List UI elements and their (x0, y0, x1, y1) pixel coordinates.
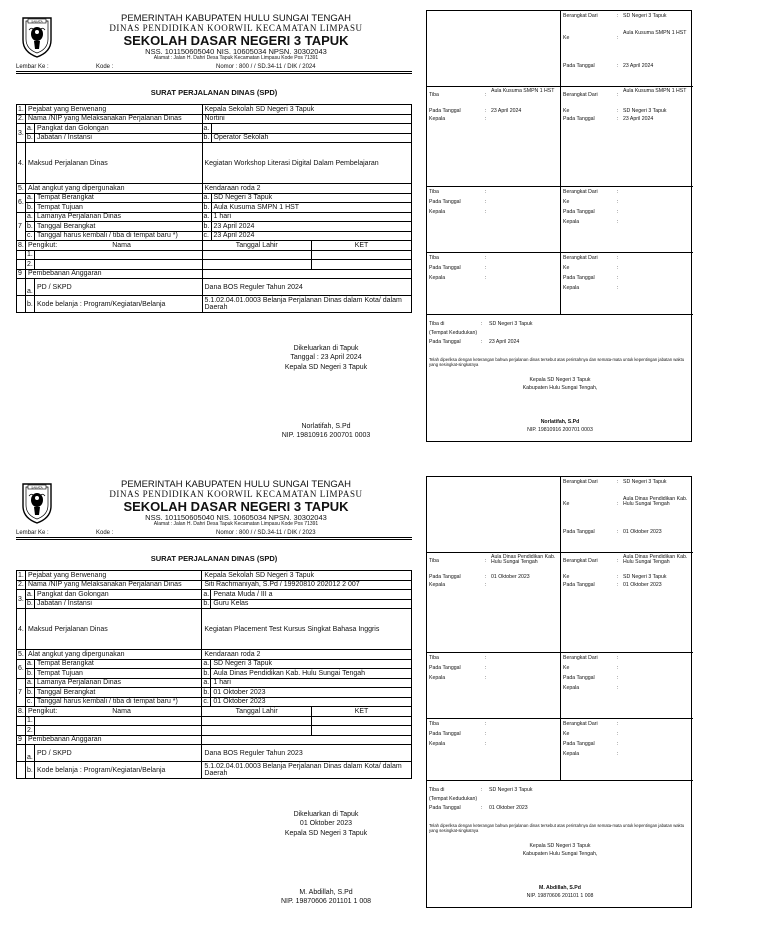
kode-label: Kode : (96, 530, 114, 536)
alat-value: Kendaraan roda 2 (202, 650, 412, 660)
right-signatory-name: M. Abdillah, S.Pd (539, 885, 581, 891)
travel-block-3: Tiba : Pada Tanggal : Kepala : Berangkat Dari : Ke : Pada Tanggal : Kepala : (427, 187, 693, 253)
table-row: 2. (17, 726, 412, 736)
travel-block-4: Tiba : Pada Tanggal : Kepala : Berangkat Dari : Ke : Pada Tanggal : Kepala : (427, 719, 693, 781)
table-row: 6. a. Tempat Berangkat a. SD Negeri 3 Tapuk (17, 659, 412, 669)
letterhead-rule (16, 537, 412, 540)
table-row: 9 Pembebanan Anggaran (17, 269, 412, 279)
letterhead-rule (16, 71, 412, 74)
spd-table (16, 104, 412, 313)
spd-title: SURAT PERJALANAN DINAS (SPD) (150, 88, 278, 97)
signatory-nip: NIP. 19870606 201101 1 008 (280, 898, 372, 906)
table-row: 5. Alat angkut yang dipergunakan Kendaraan roda 2 (17, 650, 412, 660)
travel-block-4: Tiba : Pada Tanggal : Kepala : Berangkat Dari : Ke : Pada Tanggal : Kepala : (427, 253, 693, 315)
travel-block-1: Berangkat Dari : SD Negeri 3 Tapuk Ke : Aula Kusuma SMPN 1 HST Pada Tanggal : 23 April 2024 (427, 11, 693, 87)
spd-sheet-2 (0, 466, 768, 932)
table-row: 8. Pengikut: Nama Tanggal Lahir KET (17, 241, 412, 251)
tgl-berangkat-value: 01 Oktober 2023 (211, 688, 412, 698)
table-row: 2. Nama /NIP yang Melaksanakan Perjalanan Dinas Nortini (17, 114, 412, 124)
table-row: a. PD / SKPD Dana BOS Reguler Tahun 2023 (17, 745, 412, 762)
letterhead-department: DINAS PENDIDIKAN KOORWIL KECAMATAN LIMPASU (109, 23, 363, 34)
nama-value: Nortini (202, 114, 412, 124)
kode-label: Kode : (96, 64, 114, 70)
right-signatory-nip: NIP. 19870606 201101 1 008 (526, 892, 594, 899)
table-row: 1. (17, 250, 412, 260)
table-row: b. Jabatan / Instansi b. Operator Sekolah (17, 133, 412, 143)
table-row: 8. Pengikut: Nama Tanggal Lahir KET (17, 707, 412, 717)
signatory-name: M. Abdillah, S.Pd (299, 889, 353, 896)
table-row: b. Jabatan / Instansi b. Guru Kelas (17, 599, 412, 609)
letterhead (62, 480, 410, 527)
pangkat-value: Penata Muda / III a (211, 590, 412, 600)
table-row: 1. (17, 716, 412, 726)
spd-form-right (426, 10, 692, 442)
signatory-name: Norlatifah, S.Pd (301, 423, 351, 430)
issuance-date: 01 Oktober 2023 (299, 820, 353, 828)
jabatan-value: Guru Kelas (211, 599, 412, 609)
table-row: 4. Maksud Perjalanan Dinas Kegiatan Workshop Literasi Digital Dalam Pembelajaran (17, 143, 412, 184)
regency-emblem-icon (20, 480, 54, 524)
travel-block-2: Tiba : Aula Kusuma SMPN 1 HST Pada Tanggal : 23 April 2024 Kepala : Berangkat Dari : Aula Kusuma SMPN 1 HST Ke : SD Negeri 3 Tapuk Pada Tanggal : 23 April 2024 (427, 87, 693, 187)
jabatan-value: Operator Sekolah (211, 133, 412, 143)
travel-block-3: Tiba : Pada Tanggal : Kepala : Berangkat Dari : Ke : Pada Tanggal : Kepala : (427, 653, 693, 719)
letterhead-school: SEKOLAH DASAR NEGERI 3 TAPUK (123, 498, 349, 514)
table-row: b. Tanggal Berangkat b. 23 April 2024 (17, 222, 412, 232)
table-row: b. Kode belanja : Program/Kegiatan/Belanja 5.1.02.04.01.0003 Belanja Perjalanan Dinas dalam Kota/ dalam Daerah (17, 296, 412, 313)
signatory-block (246, 888, 406, 907)
letterhead-ids: NSS. 101150605040 NIS. 10605034 NPSN. 30302043 (145, 513, 327, 522)
regency-emblem-icon (20, 14, 54, 58)
lamanya-value: 1 hari (211, 678, 412, 688)
letterhead-department: DINAS PENDIDIKAN KOORWIL KECAMATAN LIMPASU (109, 489, 363, 500)
svg-text:SAKATA: SAKATA (31, 485, 43, 490)
arrival-block: Tiba di : SD Negeri 3 Tapuk (Tempat Kedudukan) Pada Tanggal : 23 April 2024 Telah diperiksa dengan keterangan bahwa perjalanan dinas tersebut atas perintahnya dan semata-mata untuk kepentingan jabatan waktu yang sesingkat-singkatnya Kepala SD Negeri 3 Tapuk Kabupaten Hulu Sungai Tengah, Norlatifah, S.Pd NIP. 19810916 200701 0003 (427, 315, 693, 443)
table-row: 3. a. Pangkat dan Golongan a. Penata Muda / III a (17, 590, 412, 600)
nomor-text: Nomor : 800 / / SD.34-11 / DIK / 2023 (216, 530, 316, 536)
table-row: 9 Pembebanan Anggaran (17, 735, 412, 745)
right-signatory-name: Norlatifah, S.Pd (540, 419, 580, 425)
issuance-block: Dikeluarkan di Tapuk 01 Oktober 2023 Kepala SD Negeri 3 Tapuk (246, 810, 406, 838)
spd-title: SURAT PERJALANAN DINAS (SPD) (150, 554, 278, 563)
tgl-berangkat-value: 23 April 2024 (211, 222, 412, 232)
spd-form-left (16, 10, 412, 460)
maksud-value: Kegiatan Placement Test Kursus Singkat Bahasa Inggris (202, 609, 412, 650)
spd-form-right (426, 476, 692, 908)
kode-belanja-value: 5.1.02.04.01.0003 Belanja Perjalanan Dinas dalam Kota/ dalam Daerah (202, 296, 412, 313)
pangkat-value (211, 124, 412, 134)
table-row: 2. Nama /NIP yang Melaksanakan Perjalanan Dinas Siti Rachmaniyah, S.Pd / 19920810 202012 2 007 (17, 580, 412, 590)
table-row: 1. Pejabat yang Berwenang Kepala Sekolah SD Negeri 3 Tapuk (17, 105, 412, 115)
nama-value: Siti Rachmaniyah, S.Pd / 19920810 202012 2 007 (202, 580, 412, 590)
table-row: c. Tanggal harus kembali / tiba di tempat baru *) c. 01 Oktober 2023 (17, 697, 412, 707)
svg-text:SAKATA: SAKATA (31, 19, 43, 24)
tempat-tujuan-value: Aula Kusuma SMPN 1 HST (211, 203, 412, 213)
tgl-kembali-value: 23 April 2024 (211, 231, 412, 241)
pejabat-value: Kepala Sekolah SD Negeri 3 Tapuk (202, 105, 412, 115)
letterhead-address: Alamat : Jalan H. Dahri Desa Tapuk Kecamatan Limpasu Kode Pos 71391 (153, 521, 319, 528)
issuance-date: Tanggal : 23 April 2024 (290, 354, 362, 362)
verification-note: Telah diperiksa dengan keterangan bahwa perjalanan dinas tersebut atas perintahnya dan semata-mata untuk kepentingan jabatan waktu yang sesingkat-singkatnya (429, 357, 685, 368)
maksud-value: Kegiatan Workshop Literasi Digital Dalam Pembelajaran (202, 143, 412, 184)
table-row: b. Tempat Tujuan b. Aula Dinas Pendidikan Kab. Hulu Sungai Tengah (17, 669, 412, 679)
lamanya-value: 1 hari (211, 212, 412, 222)
table-row: 3. a. Pangkat dan Golongan a. (17, 124, 412, 134)
kode-belanja-value: 5.1.02.04.01.0003 Belanja Perjalanan Dinas dalam Kota/ dalam Daerah (202, 762, 412, 779)
lembar-label: Lembar Ke : (16, 530, 49, 536)
table-row: 4. Maksud Perjalanan Dinas Kegiatan Placement Test Kursus Singkat Bahasa Inggris (17, 609, 412, 650)
right-signatory-nip: NIP. 19810916 200701 0003 (527, 426, 593, 433)
table-row: 2. (17, 260, 412, 270)
table-row: 6. a. Tempat Berangkat a. SD Negeri 3 Tapuk (17, 193, 412, 203)
spd-form-left (16, 476, 412, 926)
table-row: b. Kode belanja : Program/Kegiatan/Belanja 5.1.02.04.01.0003 Belanja Perjalanan Dinas dalam Kota/ dalam Daerah (17, 762, 412, 779)
letterhead-school: SEKOLAH DASAR NEGERI 3 TAPUK (123, 32, 349, 48)
table-row: c. Tanggal harus kembali / tiba di tempat baru *) c. 23 April 2024 (17, 231, 412, 241)
letterhead (62, 14, 410, 61)
issuance-block: Dikeluarkan di Tapuk Tanggal : 23 April 2024 Kepala SD Negeri 3 Tapuk (246, 344, 406, 372)
travel-block-1: Berangkat Dari : SD Negeri 3 Tapuk Ke : Aula Dinas Pendidikan Kab. Hulu Sungai Tengah Pada Tanggal : 01 Oktober 2023 (427, 477, 693, 553)
table-row: b. Tanggal Berangkat b. 01 Oktober 2023 (17, 688, 412, 698)
letterhead-address: Alamat : Jalan H. Dahri Desa Tapuk Kecamatan Limpasu Kode Pos 71391 (153, 55, 319, 62)
letterhead-ids: NSS. 101150605040 NIS. 10605034 NPSN. 30302043 (145, 47, 327, 56)
lembar-label: Lembar Ke : (16, 64, 49, 70)
alat-value: Kendaraan roda 2 (202, 184, 412, 194)
letterhead-government: PEMERINTAH KABUPATEN HULU SUNGAI TENGAH (121, 479, 351, 490)
table-row: a. PD / SKPD Dana BOS Reguler Tahun 2024 (17, 279, 412, 296)
tempat-berangkat-value: SD Negeri 3 Tapuk (211, 193, 412, 203)
pd-value: Dana BOS Reguler Tahun 2023 (202, 745, 412, 762)
verification-note: Telah diperiksa dengan keterangan bahwa perjalanan dinas tersebut atas perintahnya dan semata-mata untuk kepentingan jabatan waktu yang sesingkat-singkatnya (429, 823, 685, 834)
tgl-kembali-value: 01 Oktober 2023 (211, 697, 412, 707)
table-row: 5. Alat angkut yang dipergunakan Kendaraan roda 2 (17, 184, 412, 194)
signatory-nip: NIP. 19810916 200701 0003 (281, 432, 371, 440)
table-row: b. Tempat Tujuan b. Aula Kusuma SMPN 1 HST (17, 203, 412, 213)
pd-value: Dana BOS Reguler Tahun 2024 (202, 279, 412, 296)
tempat-berangkat-value: SD Negeri 3 Tapuk (211, 659, 412, 669)
travel-block-2: Tiba : Aula Dinas Pendidikan Kab. Hulu Sungai Tengah Pada Tanggal : 01 Oktober 2023 Kepala : Berangkat Dari : Aula Dinas Pendidikan Kab. Hulu Sungai Tengah Ke : SD Negeri 3 Tapuk Pada Tanggal : 01 Oktober 2023 (427, 553, 693, 653)
signatory-block (246, 422, 406, 441)
spd-table (16, 570, 412, 779)
table-row: 7 a. Lamanya Perjalanan Dinas a. 1 hari (17, 212, 412, 222)
table-row: 7 a. Lamanya Perjalanan Dinas a. 1 hari (17, 678, 412, 688)
table-row: 1. Pejabat yang Berwenang Kepala Sekolah SD Negeri 3 Tapuk (17, 571, 412, 581)
pejabat-value: Kepala Sekolah SD Negeri 3 Tapuk (202, 571, 412, 581)
arrival-block: Tiba di : SD Negeri 3 Tapuk (Tempat Kedudukan) Pada Tanggal : 01 Oktober 2023 Telah diperiksa dengan keterangan bahwa perjalanan dinas tersebut atas perintahnya dan semata-mata untuk kepentingan jabatan waktu yang sesingkat-singkatnya Kepala SD Negeri 3 Tapuk Kabupaten Hulu Sungai Tengah, M. Abdillah, S.Pd NIP. 19870606 201101 1 008 (427, 781, 693, 909)
letterhead-government: PEMERINTAH KABUPATEN HULU SUNGAI TENGAH (121, 13, 351, 24)
nomor-text: Nomor : 800 / / SD.34-11 / DIK / 2024 (216, 64, 316, 70)
tempat-tujuan-value: Aula Dinas Pendidikan Kab. Hulu Sungai Tengah (211, 669, 412, 679)
